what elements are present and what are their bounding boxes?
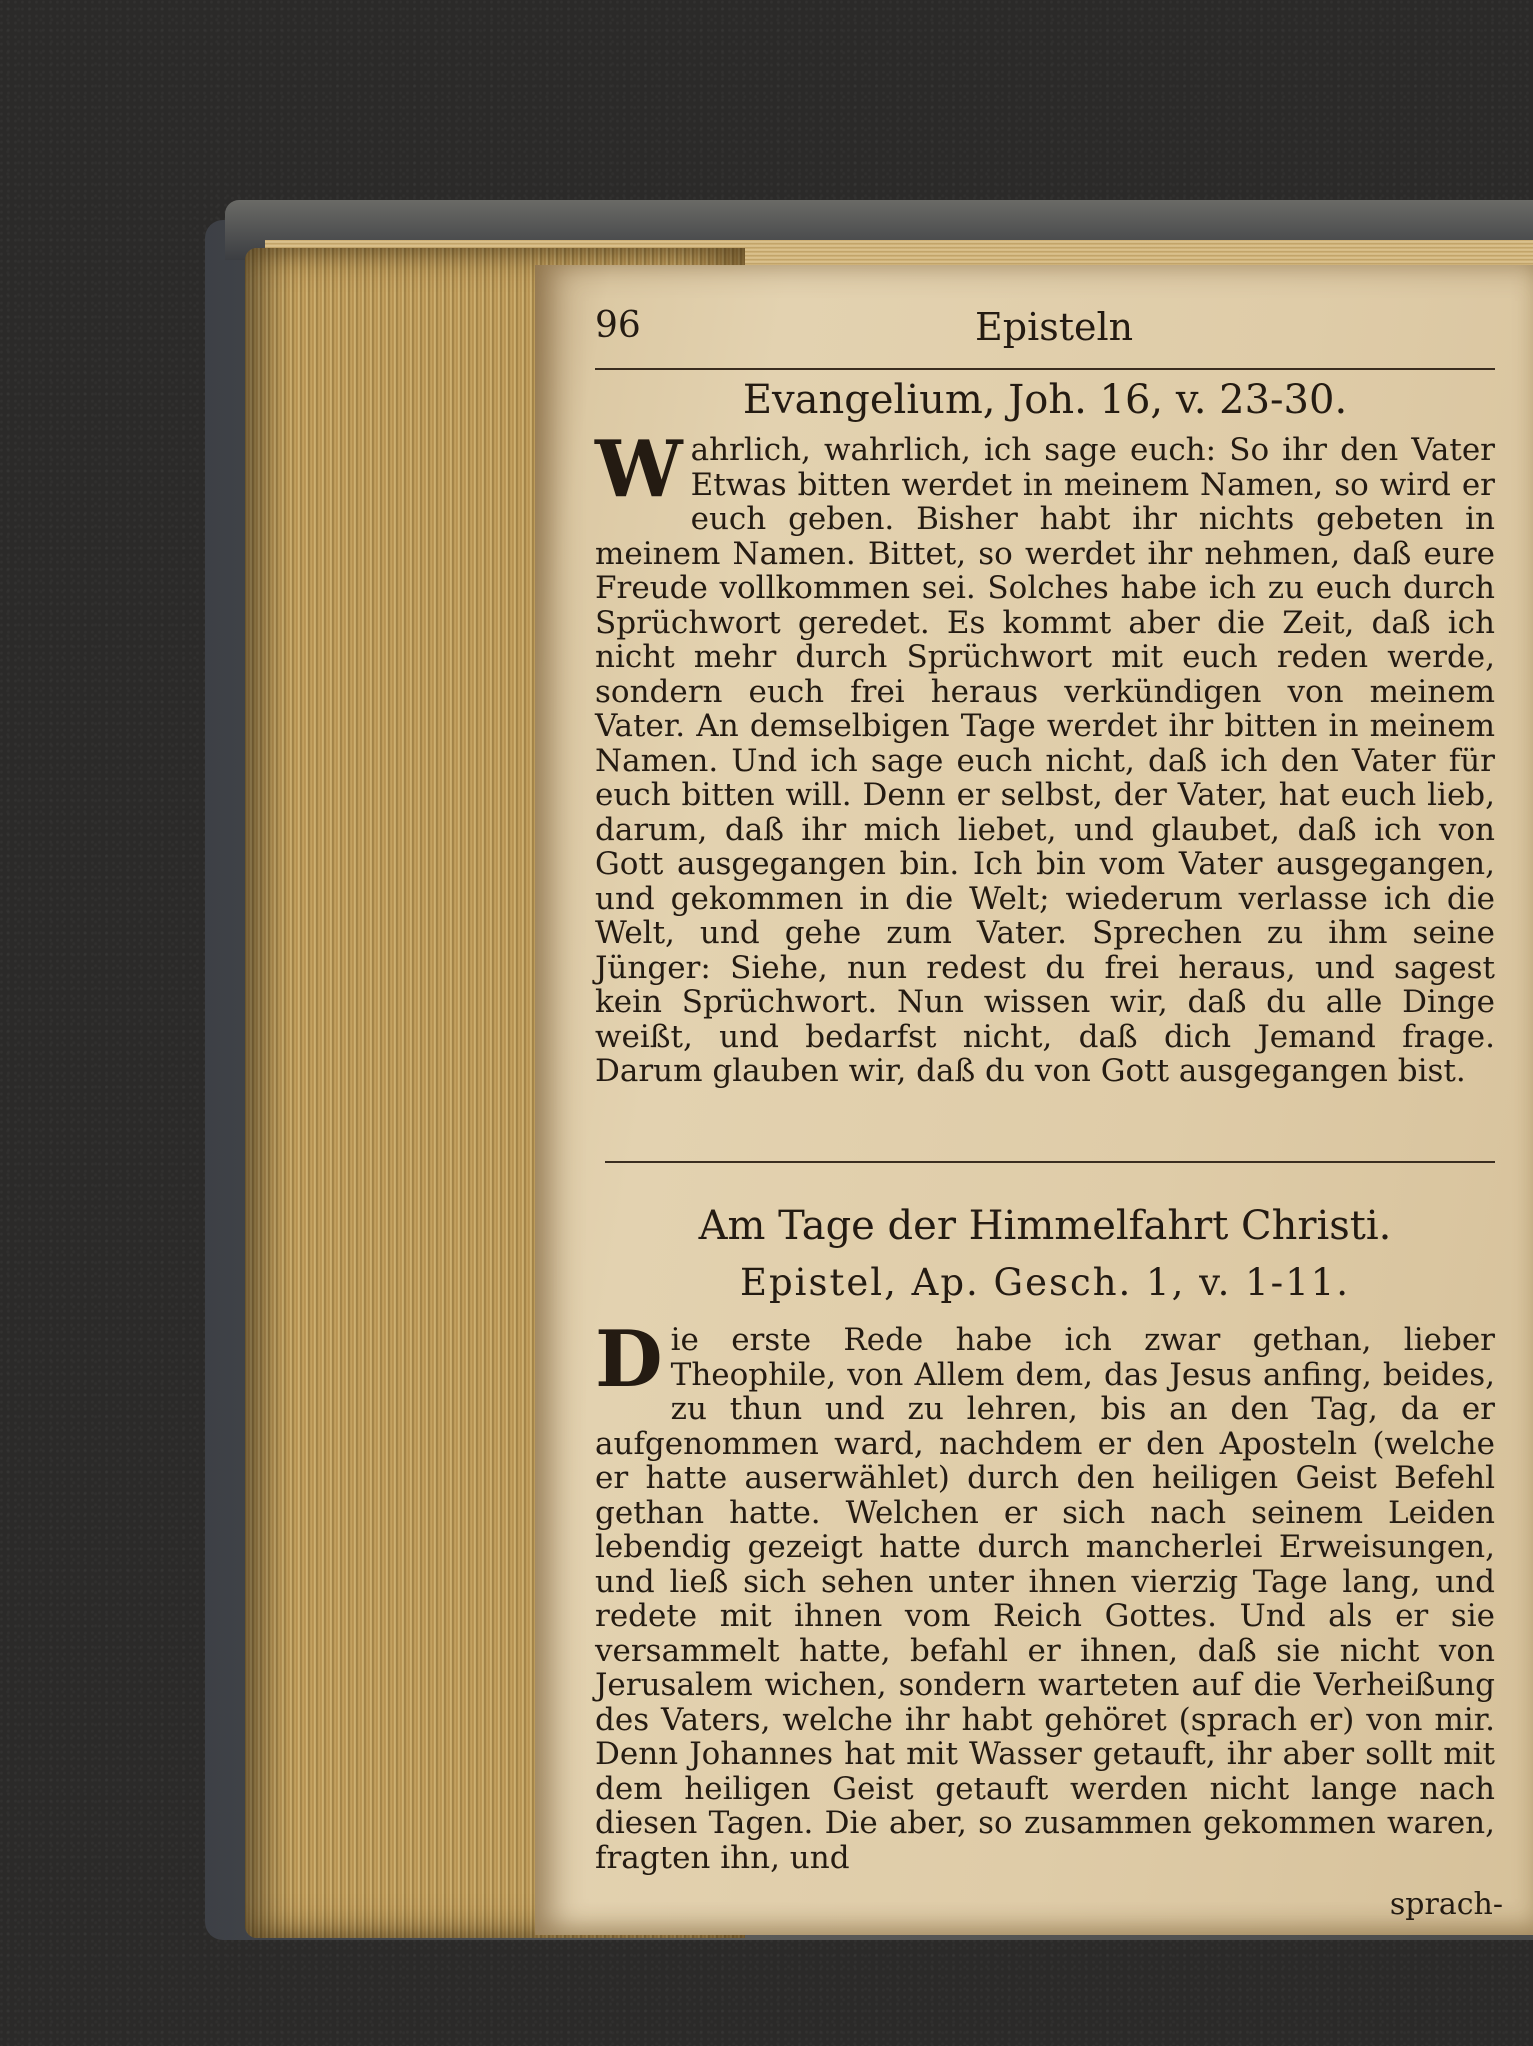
section-divider [605,1161,1495,1163]
open-book [205,200,1533,1946]
gospel-paragraph: ahrlich, wahrlich, ich sage euch: So ihr den Vater Etwas bitten werdet in meinem Namen, so wird er euch geben. Bisher habt ihr nichts gebeten in meinem Namen. Bittet, so werdet ihr nehmen, daß eure Freude vollkommen sei. Solches habe ich zu euch durch Sprüchwort geredet. Es kommt aber die Zeit, daß ich nicht mehr durch Sprüchwort mit euch reden werde, sondern euch frei heraus verkündigen von meinem Vater. An demselbigen Tage werdet ihr bitten in meinem Namen. Und ich sage euch nicht, daß ich den Vater für euch bitten will. Denn er selbst, der Vater, hat euch lieb, darum, daß ihr mich liebet, und glaubet, daß ich von Gott ausgegangen bin. Ich bin vom Vater ausgegangen, und gekommen in die Welt; wiederum verlasse ich die Welt, und gehe zum Vater. Sprechen zu ihm seine Jünger: Siehe, nun redest du frei heraus, und sagest kein Sprüchwort. Nun wissen wir, daß du alle Dinge weißt, und bedarfst nicht, daß dich Jemand frage. Darum glauben wir, daß du von Gott ausgegangen bist. [595,432,1495,1089]
epistle-text [595,1314,1495,1876]
gospel-heading: Evangelium, Joh. 16, v. 23-30. [742,377,1348,423]
printed-page [535,265,1533,1935]
page-number: 96 [595,305,641,346]
page-header [595,305,1495,355]
running-title: Episteln [975,305,1134,349]
epistle-paragraph: ie erste Rede habe ich zwar gethan, lieber Theophile, von Allem dem, das Jesus anfing, beides, zu thun und zu lehren, bis an den Tag, da er aufgenommen ward, nachdem er den Aposteln (welche er hatte auserwählet) durch den heiligen Geist Befehl gethan hatte. Welchen er sich nach seinem Leiden lebendig gezeigt hatte durch mancherlei Erweisungen, und ließ sich sehen unter ihnen vierzig Tage lang, und redete mit ihnen vom Reich Gottes. Und als er sie versammelt hatte, befahl er ihnen, daß sie nicht von Jerusalem wichen, sondern warteten auf die Verheißung des Vaters, welche ihr habt gehöret (sprach er) von mir. Denn Johannes hat mit Wasser getauft, ihr aber sollt mit dem heiligen Geist getauft werden nicht lange nach diesen Tagen. Die aber, so zusammen gekommen waren, fragten ihn, und [595,1322,1495,1876]
dropcap-d: D [595,1314,663,1405]
catchword: sprach- [1389,1887,1503,1922]
gospel-text [595,424,1495,1089]
header-rule [595,368,1495,370]
dropcap-w: W [595,424,683,515]
epistle-heading: Epistel, Ap. Gesch. 1, v. 1-11. [739,1261,1351,1304]
ascension-heading: Am Tage der Himmelfahrt Christi. [698,1203,1392,1249]
